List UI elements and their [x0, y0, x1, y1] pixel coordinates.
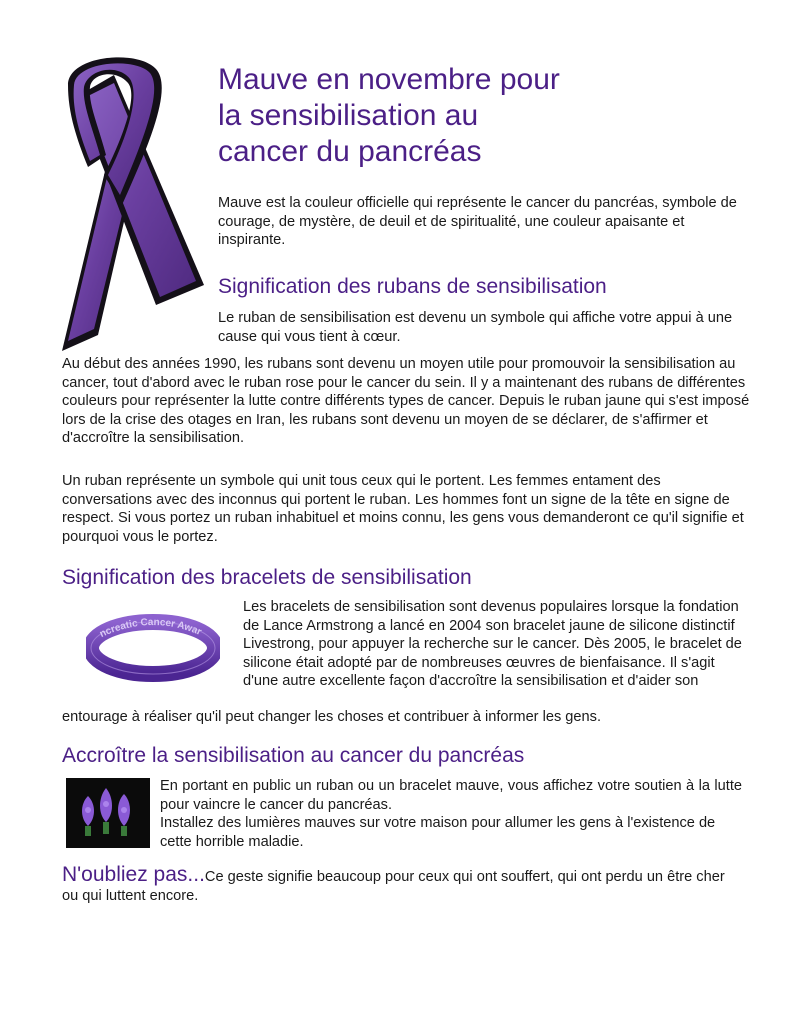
- title-line-2: la sensibilisation au: [218, 99, 479, 132]
- purple-ribbon-image: [28, 55, 208, 355]
- bracelets-paragraph-1: Les bracelets de sensibilisation sont devenus populaires lorsque la fondation de Lance Armstrong a lancé en 2004 son bracelet jaune de silicone distinctif Livestrong, pour appuyer la recherche sur le cancer. Dès 2005, le bracelet de silicone était adopté par de nombreuses œuvres de bienfaisance. Il s'agit d'une autre excellente façon d'accroître la sensibilisation et d'aider son: [243, 599, 742, 689]
- noubliez-paragraph: [62, 863, 742, 905]
- page-title: [218, 62, 738, 170]
- noubliez-text: Ce geste signifie beaucoup pour ceux qui ont souffert, qui ont perdu un être cher ou qui luttent encore.: [62, 869, 725, 904]
- accroitre-paragraph-1: En portant en public un ruban ou un bracelet mauve, vous affichez votre soutien à la lutte pour vaincre le cancer du pancréas.: [160, 778, 742, 813]
- rubans-paragraph-3: Un ruban représente un symbole qui unit tous ceux qui le portent. Les femmes entament des conversations avec des inconnus qui portent le ruban. Les hommes font un signe de la tête en signe de respect. Si vous portez un ruban inhabituel et moins connu, les gens vous demanderont ce qu'il signifie et pourquoi vous le portez.: [62, 473, 744, 545]
- noubliez-heading: N'oubliez pas...: [62, 863, 205, 886]
- rubans-paragraph-2: Au début des années 1990, les rubans sont devenu un moyen utile pour promouvoir la sensibilisation au cancer, tout d'abord avec le ruban rose pour le cancer du sein. Il y a maintenant des rubans de différentes couleurs pour représenter la lutte contre différents types de cancer. Depuis le ruban jaune qui s'est imposé lors de la crise des otages en Iran, les rubans sont devenu un moyen de se déclarer, de s'affirmer et d'accroître la sensibilisation.: [62, 356, 750, 446]
- purple-bracelet-image: [86, 606, 220, 686]
- accroitre-paragraph-2: Installez des lumières mauves sur votre maison pour allumer les gens à l'existence de cette horrible maladie.: [160, 815, 716, 850]
- section-heading-rubans: Signification des rubans de sensibilisation: [218, 275, 607, 298]
- bracelet-text: ncreatic Cancer Awar: [98, 616, 203, 640]
- bracelets-paragraph-2: entourage à réaliser qu'il peut changer les choses et contribuer à informer les gens.: [62, 709, 602, 725]
- section-heading-bracelets: Signification des bracelets de sensibilisation: [62, 566, 472, 589]
- purple-lights-image: [66, 778, 150, 848]
- title-line-3: cancer du pancréas: [218, 135, 482, 168]
- intro-paragraph: Mauve est la couleur officielle qui représente le cancer du pancréas, symbole de courage, de mystère, de deuil et de spiritualité, une couleur apaisante et inspirante.: [218, 195, 737, 248]
- title-line-1: Mauve en novembre pour: [218, 63, 560, 96]
- rubans-paragraph-1: Le ruban de sensibilisation est devenu un symbole qui affiche votre appui à une cause qui vous tient à cœur.: [218, 310, 733, 345]
- section-heading-accroitre: Accroître la sensibilisation au cancer du pancréas: [62, 744, 525, 767]
